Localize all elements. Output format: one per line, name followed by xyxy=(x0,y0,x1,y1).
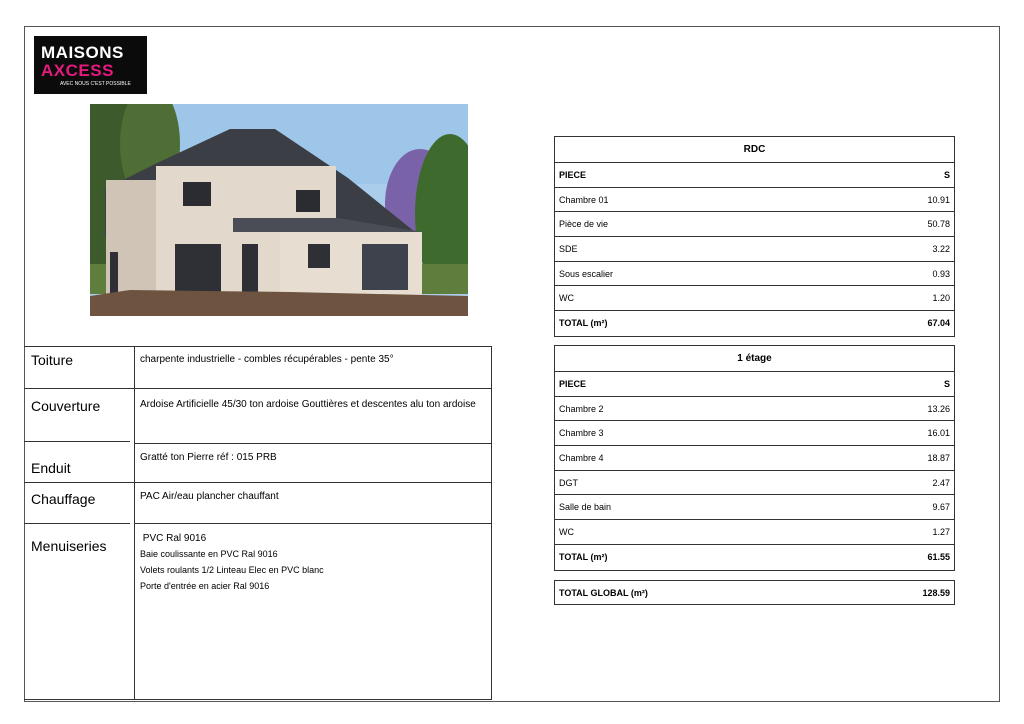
logo-line-2: AXCESS xyxy=(41,61,114,80)
rdc-total-row xyxy=(555,311,954,336)
room-area: 1.20 xyxy=(932,293,950,304)
table-row xyxy=(555,262,954,287)
table-header-row xyxy=(555,372,954,397)
room-area: 10.91 xyxy=(927,194,950,205)
total-label: TOTAL (m²) xyxy=(559,552,608,563)
spec-value-chauffage: PAC Air/eau plancher chauffant xyxy=(140,491,279,502)
room-area: 0.93 xyxy=(932,268,950,279)
spec-label-toiture: Toiture xyxy=(31,352,74,368)
global-total-label: TOTAL GLOBAL (m²) xyxy=(559,587,648,598)
table-row xyxy=(555,446,954,471)
table-row xyxy=(555,188,954,213)
room-name: Pièce de vie xyxy=(559,219,609,230)
spec-value-toiture: charpente industrielle - combles récupérables - pente 35° xyxy=(140,354,394,365)
table-header-row xyxy=(555,163,954,188)
table-row xyxy=(555,421,954,446)
room-area: 9.67 xyxy=(932,502,950,513)
room-area: 1.27 xyxy=(932,526,950,537)
spec-label-menuiseries: Menuiseries xyxy=(31,538,107,554)
total-label: TOTAL (m²) xyxy=(559,318,608,329)
spec-label-couverture: Couverture xyxy=(31,398,101,414)
table-row xyxy=(555,212,954,237)
total-value: 61.55 xyxy=(927,552,950,563)
spec-label-enduit: Enduit xyxy=(31,460,71,476)
room-name: SDE xyxy=(559,243,578,254)
rdc-surface-table xyxy=(554,136,955,337)
spec-value-couverture: Ardoise Artificielle 45/30 ton ardoise Gouttières et descentes alu ton ardoise xyxy=(140,399,476,410)
room-name: WC xyxy=(559,526,574,537)
etage-surface-table xyxy=(554,345,955,571)
column-header-s: S xyxy=(943,378,950,389)
room-name: Chambre 2 xyxy=(559,403,604,414)
global-total-box xyxy=(554,580,955,605)
etage-title: 1 étage xyxy=(555,346,954,372)
table-row xyxy=(555,397,954,422)
house-photo xyxy=(90,104,468,316)
room-area: 18.87 xyxy=(927,452,950,463)
column-header-s: S xyxy=(943,169,950,180)
etage-total-row xyxy=(555,545,954,570)
table-row xyxy=(555,495,954,520)
room-name: Chambre 4 xyxy=(559,452,604,463)
table-row xyxy=(555,237,954,262)
spec-value-enduit: Gratté ton Pierre réf : 015 PRB xyxy=(140,452,277,463)
table-row xyxy=(555,520,954,545)
total-value: 67.04 xyxy=(927,318,950,329)
table-row xyxy=(555,286,954,311)
company-logo xyxy=(34,36,147,94)
spec-value-menuiseries-1: PVC Ral 9016 xyxy=(140,533,207,544)
column-header-piece: PIECE xyxy=(559,378,587,389)
specifications-table xyxy=(24,346,492,700)
room-name: Salle de bain xyxy=(559,502,612,513)
table-row xyxy=(555,471,954,496)
room-area: 16.01 xyxy=(927,428,950,439)
room-name: Chambre 01 xyxy=(559,194,609,205)
rdc-title: RDC xyxy=(555,137,954,163)
spec-value-menuiseries-3: Volets roulants 1/2 Linteau Elec en PVC blanc xyxy=(140,565,324,575)
room-area: 2.47 xyxy=(932,477,950,488)
spec-value-menuiseries-4: Porte d'entrée en acier Ral 9016 xyxy=(140,581,270,591)
global-total-value: 128.59 xyxy=(922,587,950,598)
logo-tagline: AVEC NOUS C'EST POSSIBLE xyxy=(60,81,131,87)
spec-label-chauffage: Chauffage xyxy=(31,491,96,507)
room-name: Chambre 3 xyxy=(559,428,604,439)
room-name: WC xyxy=(559,293,574,304)
room-area: 13.26 xyxy=(927,403,950,414)
room-name: Sous escalier xyxy=(559,268,614,279)
spec-value-menuiseries-2: Baie coulissante en PVC Ral 9016 xyxy=(140,549,278,559)
column-header-piece: PIECE xyxy=(559,169,587,180)
room-area: 50.78 xyxy=(927,219,950,230)
house-illustration xyxy=(90,104,468,316)
room-name: DGT xyxy=(559,477,578,488)
logo-line-1: MAISONS xyxy=(41,43,124,62)
room-area: 3.22 xyxy=(932,243,950,254)
